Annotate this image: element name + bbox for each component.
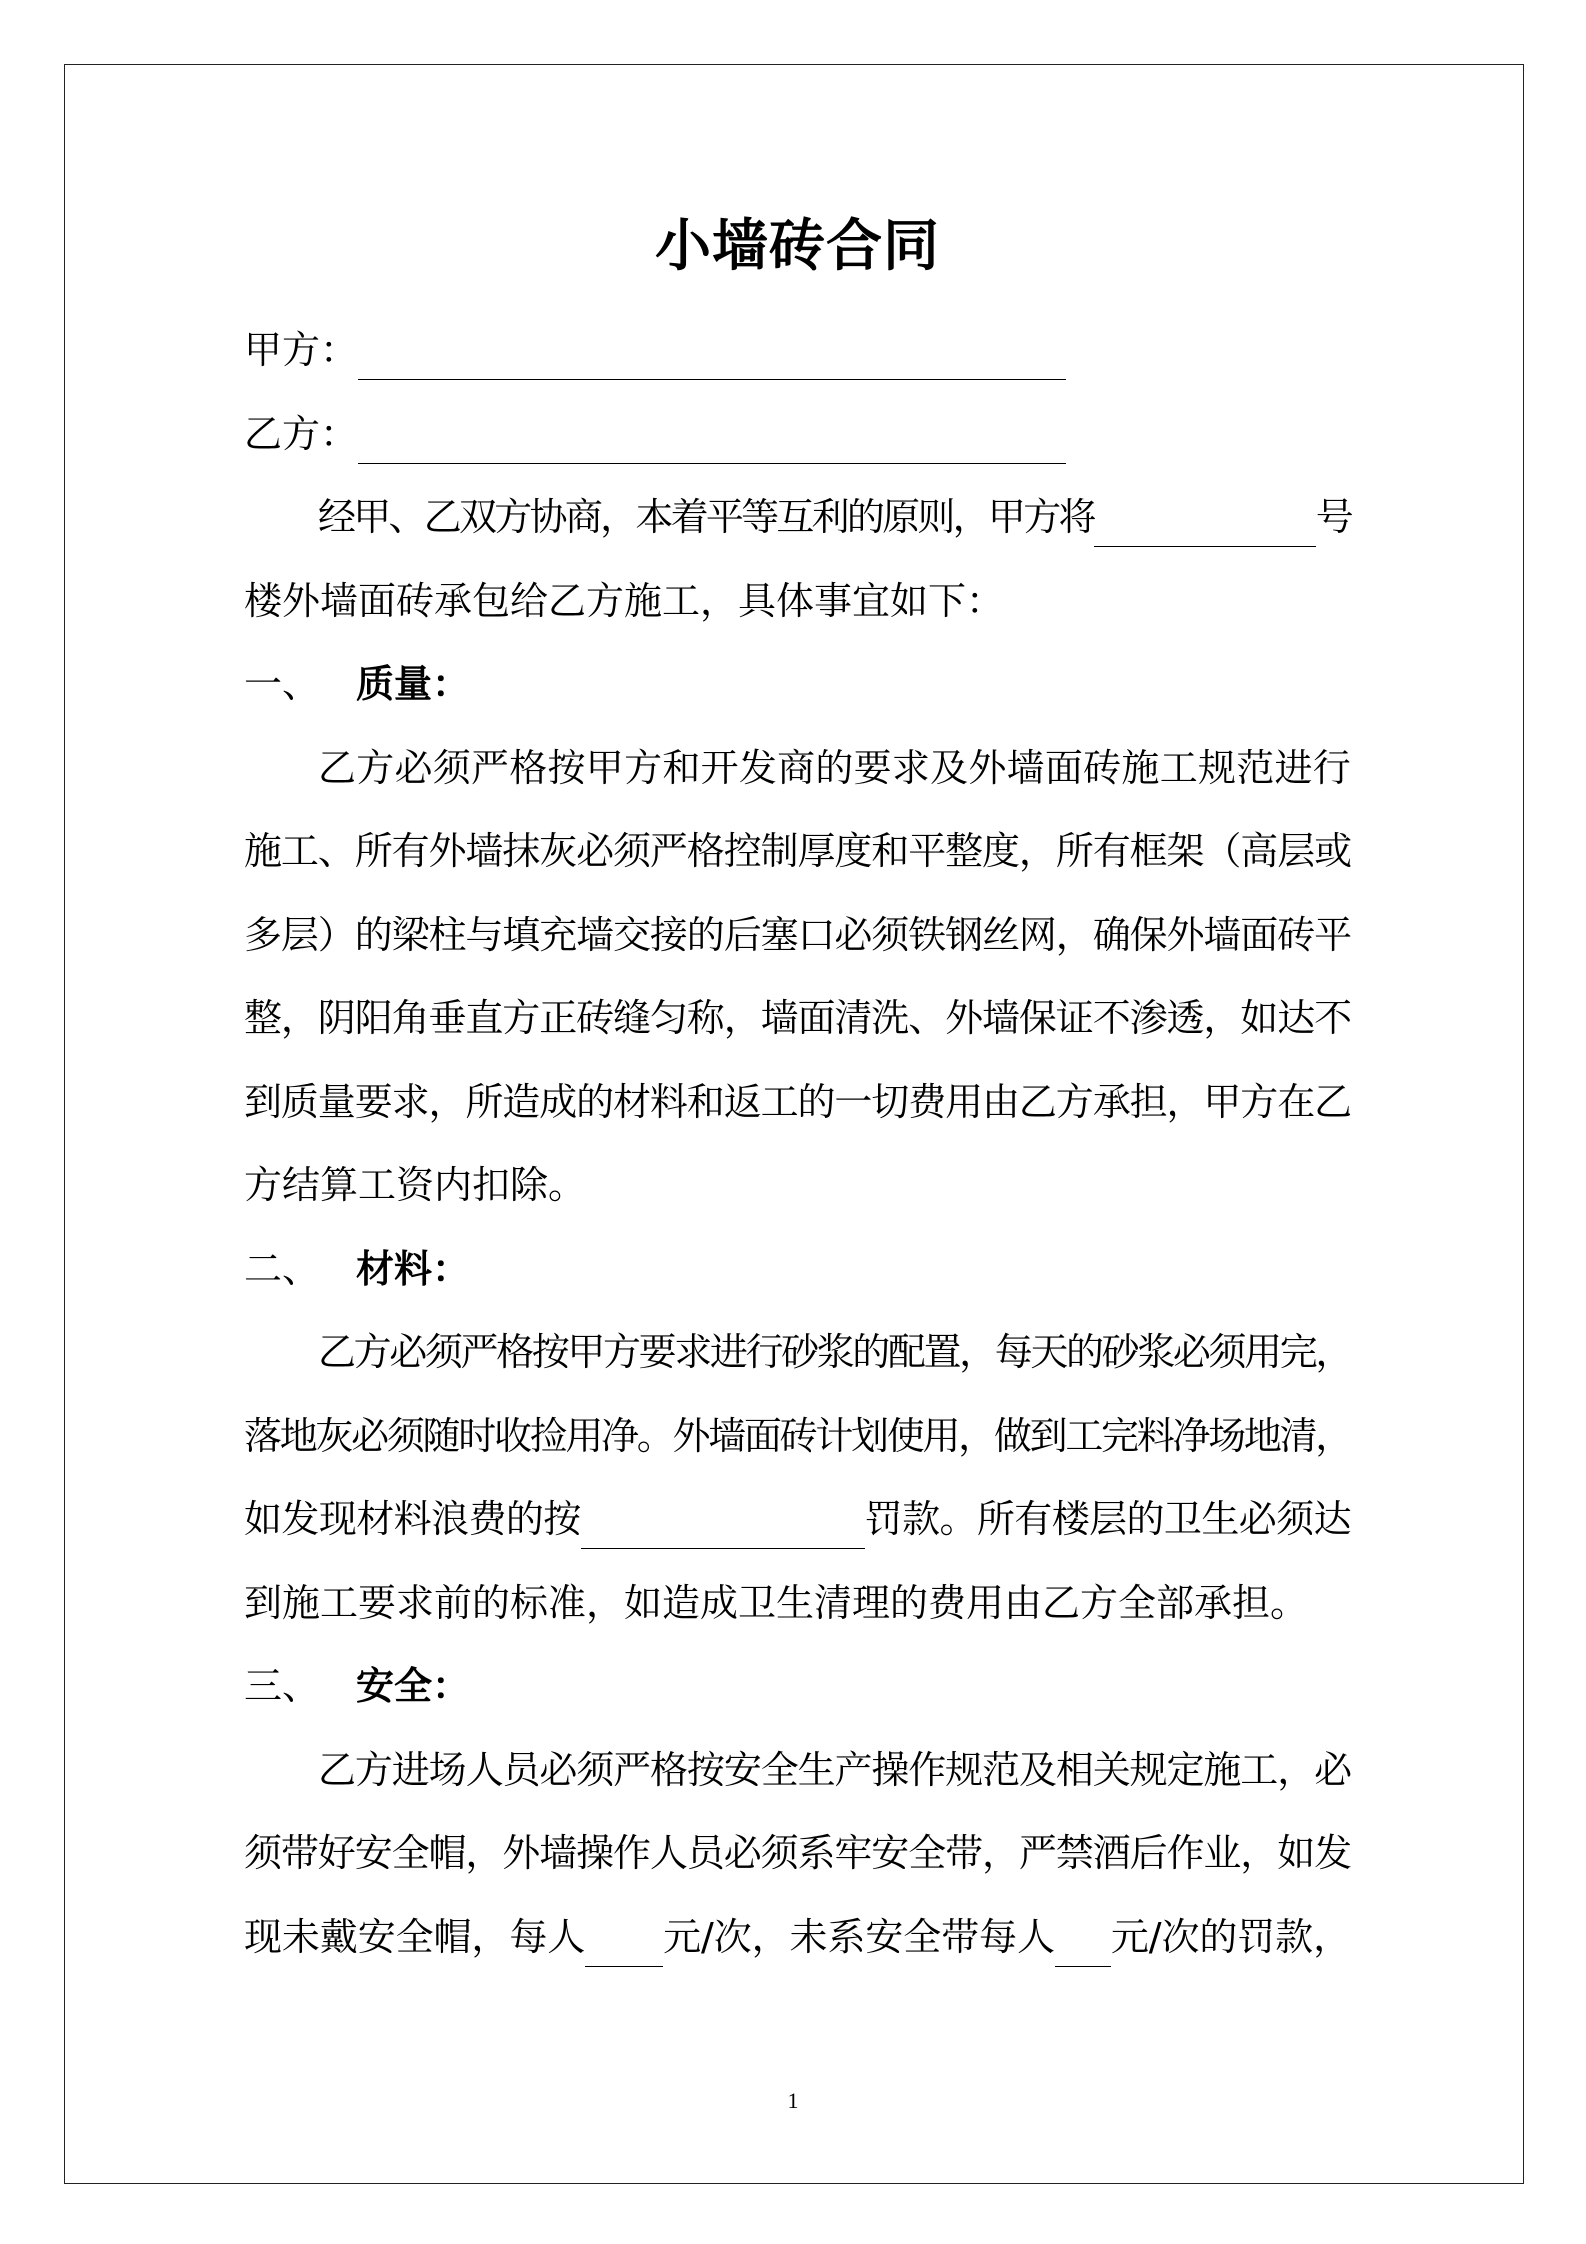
body-line-text: 方结算工资内扣除。 [244,1163,587,1207]
line-content [244,560,1004,644]
body-line-text: 元/次，未系安全带每人 [663,1914,1055,1959]
body-line-text: 现未戴安全帽，每人 [244,1914,586,1959]
body-line [244,1896,1351,1980]
body-line-text: 多层）的梁柱与填充墙交接的后塞口必须铁钢丝网，确保外墙面砖平 [244,912,1351,957]
page-number: 1 [787,2088,799,2113]
party-a-blank-underline [358,309,1066,393]
intro-line [244,476,1351,560]
body-line [244,1395,1351,1479]
section-title: 安全： [356,1664,471,1708]
section-number: 一、 [244,662,321,706]
contract-body [244,309,1351,1979]
line-content [318,1729,1351,1813]
body-line-text: 元/次的罚款， [1110,1914,1351,1959]
intro-line [244,560,1351,644]
safety-belt-fine-blank-underline [1055,1896,1111,1980]
body-line [244,1478,1351,1562]
intro-text: 楼外墙面砖承包给乙方施工，具体事宜如下： [244,578,1005,623]
line-content [244,393,1066,477]
line-content [244,1562,1308,1646]
party-b-label: 乙方： [244,411,359,456]
body-line [244,894,1351,978]
line-content [318,1311,1351,1395]
section-heading-quality [244,643,1351,727]
body-line-text: 到施工要求前的标准，如造成卫生清理的费用由乙方全部承担。 [244,1580,1309,1625]
body-line-text: 乙方必须严格按甲方和开发商的要求及外墙面砖施工规范进行 [318,745,1351,790]
body-line [244,727,1351,811]
line-content [244,1812,1351,1896]
line-content [244,1144,586,1228]
section-number: 三、 [244,1664,321,1708]
section-title: 质量： [356,662,471,706]
body-line [244,977,1351,1061]
line-content [244,1061,1351,1145]
body-line-text: 须带好安全帽，外墙操作人员必须系牢安全带，严禁酒后作业，如发 [244,1831,1351,1875]
body-line [244,1311,1351,1395]
section-heading-safety [244,1645,1351,1729]
body-line-text: 整，阴阳角垂直方正砖缝匀称，墙面清洗、外墙保证不渗透，如达不 [244,996,1351,1040]
line-content [318,727,1351,811]
line-content [244,977,1351,1061]
helmet-fine-blank-underline [585,1896,663,1980]
body-line-text: 施工、所有外墙抹灰必须严格控制厚度和平整度，所有框架（高层或 [244,829,1351,873]
section-number: 二、 [244,1246,321,1291]
party-a-label: 甲方： [244,328,359,372]
line-content [244,894,1351,978]
party-b-line [244,393,1351,477]
line-content [244,810,1351,894]
party-b-blank-underline [358,393,1066,477]
body-line-text: 到质量要求，所造成的材料和返工的一切费用由乙方承担，甲方在乙 [244,1079,1351,1124]
body-line [244,1729,1351,1813]
section-title: 材料： [356,1246,471,1291]
waste-penalty-blank-underline [581,1478,865,1562]
line-content [244,1395,1351,1479]
body-line-text: 乙方进场人员必须严格按安全生产操作规范及相关规定施工，必 [318,1747,1351,1792]
intro-text: 经甲、乙双方协商，本着平等互利的原则，甲方将 [318,495,1094,539]
body-line [244,1812,1351,1896]
body-line-text: 乙方必须严格按甲方要求进行砂浆的配置，每天的砂浆必须用完， [318,1330,1351,1374]
line-content [244,309,1066,393]
line-content [318,476,1351,560]
intro-text: 号 [1315,495,1351,539]
section-heading-materials [244,1228,1351,1312]
body-line-text: 如发现材料浪费的按 [244,1497,581,1541]
body-line [244,810,1351,894]
body-line [244,1144,1351,1228]
building-number-blank-underline [1094,476,1316,560]
body-line-text: 罚款。所有楼层的卫生必须达 [864,1497,1351,1541]
body-line-text: 落地灰必须随时收捡用净。外墙面砖计划使用，做到工完料净场地清， [244,1413,1351,1458]
party-a-line [244,309,1351,393]
body-line [244,1562,1351,1646]
line-content [244,1896,1351,1980]
body-line [244,1061,1351,1145]
line-content [244,1478,1351,1562]
document-title: 小墙砖合同 [655,214,940,279]
